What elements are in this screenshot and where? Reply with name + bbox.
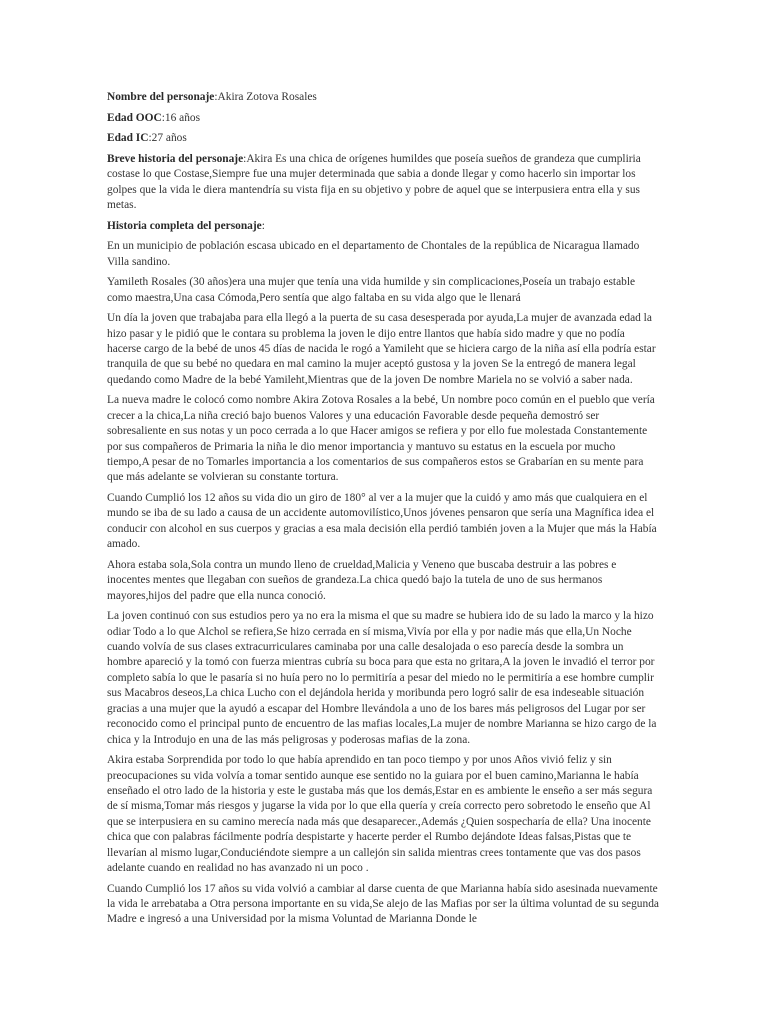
character-name-field: [107, 90, 659, 105]
ic-age-field: [107, 131, 659, 146]
history-paragraph: En un municipio de población escasa ubicado en el departamento de Chontales de la república de Nicaragua llamado Villa sandino.: [107, 240, 640, 268]
ooc-age-label: Edad OOC: [107, 111, 162, 124]
history-paragraph: Ahora estaba sola,Sola contra un mundo lleno de crueldad,Malicia y Veneno que buscaba destruir a las pobres e inocentes mentes que llegaban con sueños de grandeza.La chica quedó bajo la tutela de uno de sus hermanos mayores,hijos del padre que ella nunca conoció.: [107, 558, 617, 602]
ooc-age-field: [107, 111, 659, 126]
history-paragraph: Cuando Cumplió los 12 años su vida dio un giro de 180° al ver a la mujer que la cuidó y amo más que cualquiera en el mundo se iba de su lado a causa de un accidente automovilístico,Unos jóvenes pensaron que sería una Magnífica idea el conducir con alcohol en sus cuerpos y gracias a esa mala decisión ella perdió también joven a la Mujer que más la Había amado.: [107, 492, 657, 551]
ic-age-label: Edad IC: [107, 132, 149, 145]
history-paragraph: Yamileth Rosales (30 años)era una mujer que tenía una vida humilde y sin complicaciones,Poseía un trabajo estable como maestra,Una casa Cómoda,Pero sentía que algo faltaba en su vida algo que le llenará: [107, 276, 636, 304]
full-history-heading-text: Historia completa del personaje: [107, 219, 262, 232]
history-paragraph: Un día la joven que trabajaba para ella llegó a la puerta de su casa desesperada por ayuda,La mujer de avanzada edad la hizo pasar y le pidió que le contara su problema la joven le dijo entre llantos que había sido madre y que no podía hacerse cargo de la bebé de unos 45 días de nacida le rogó a Yamileht que se hiciera cargo de la niña así ella podría estar tranquila de que su bebé no quedara en mal camino la mujer aceptó gustosa y la joven Se la entregó de manera legal quedando como Madre de la bebé Yamileht,Mientras que de la joven De nombre Mariela no se volvió a saber nada.: [107, 312, 656, 386]
document-page: [107, 90, 659, 933]
character-name-value: :Akira Zotova Rosales: [214, 91, 317, 103]
character-name-label: Nombre del personaje: [107, 91, 215, 103]
history-paragraph: Akira estaba Sorprendida por todo lo que había aprendido en tan poco tiempo y por unos Años vivió feliz y sin preocupaciones su vida volvía a tomar sentido aunque ese sentido no la guiara por el buen camino,Marianna le había enseñado el otro lado de la historia y este le gustaba más que los demás,Estar en es ambiente le enseño a ser más segura de sí misma,Tomar más riesgos y jugarse la vida por lo que ella quería y creía correcto pero sobretodo le enseño que Al que se interpusiera en su camino merecía nada más que desaparecer.,Además ¿Quien sospecharía de ella? Una inocente chica que con palabras fácilmente podría despistarte y hacerte perder el Rumbo dejándote Ideas falsas,Pistas que te llevarían al mismo lugar,Conduciéndote siempre a un callejón sin salida mientras crees tontamente que vas dos pasos adelante cuando en realidad no has avanzado ni un poco .: [107, 754, 653, 874]
brief-history-text: :Akira Es una chica de orígenes humildes que poseía sueños de grandeza que cumpliria costase lo que Costase,Siempre fue una mujer determinada que sabia a donde llegar y como hacerlo sin importar los golpes que la vida le diera mantendría su vista fija en su objetivo y pobre de aquel que se interpusiera entra ella y sus metas.: [107, 152, 641, 211]
history-paragraph: Cuando Cumplió los 17 años su vida volvió a cambiar al darse cuenta de que Marianna había sido asesinada nuevamente la vida le arrebataba a Otra persona importante en su vida,Se alejo de las Mafias por ser la última voluntad de su segunda Madre e ingresó a una Universidad por la misma Voluntad de Marianna Donde le: [107, 882, 659, 926]
full-history-heading-colon: :: [261, 219, 265, 232]
history-paragraph: La joven continuó con sus estudios pero ya no era la misma el que su madre se hubiera ido de su lado la marco y la hizo odiar Todo a lo que Alchol se refiera,Se hizo cerrada en sí misma,Vivía por ella y por nadie más que ella,Un Noche cuando volvía de sus clases extracurriculares caminaba por una calle desalojada o eso parecía desde la sombra un hombre apareció y la tomó con fuerza mientras cubría su boca para que esta no gritara,A la joven le invadió el terror por completo sabía lo que le pasaría si no huía pero no lo permitiría a pesar del miedo no le permitiría a ese hombre cumplir sus Macabros deseos,La chica Lucho con el dejándola herida y moribunda pero logró salir de esa indeseable situación gracias a una mujer que la ayudó a escapar del Hombre llevándola a uno de los bares más peligrosos del Lugar por ser reconocido como el principal punto de encuentro de las mafias locales,La mujer de nombre Marianna se hizo cargo de la chica y la Introdujo en una de las más peligrosas y poderosas mafias de la zona.: [107, 610, 657, 746]
ooc-age-value: :16 años: [161, 111, 201, 124]
history-paragraph: La nueva madre le colocó como nombre Akira Zotova Rosales a la bebé, Un nombre poco común en el pueblo que vería crecer a la chica,La niña creció bajo buenos Valores y una educación Favorable desde pequeña demostró ser sobresaliente en sus notas y un poco cerrada a lo que Hacer amigos se refiera y por ello fue molestada Constantemente por sus compañeros de Primaria la niña le dio menor importancia y mantuvo su estatus en la escuela por mucho tiempo,A pesar de no Tomarles importancia a los comentarios de sus compañeros estos se Grabarían en su mente para que más adelante se volvieran su constante tortura.: [107, 394, 655, 484]
brief-history-field: [107, 152, 659, 214]
brief-history-label: Breve historia del personaje: [107, 152, 244, 165]
ic-age-value: :27 años: [148, 132, 187, 145]
full-history-heading: [107, 219, 659, 234]
